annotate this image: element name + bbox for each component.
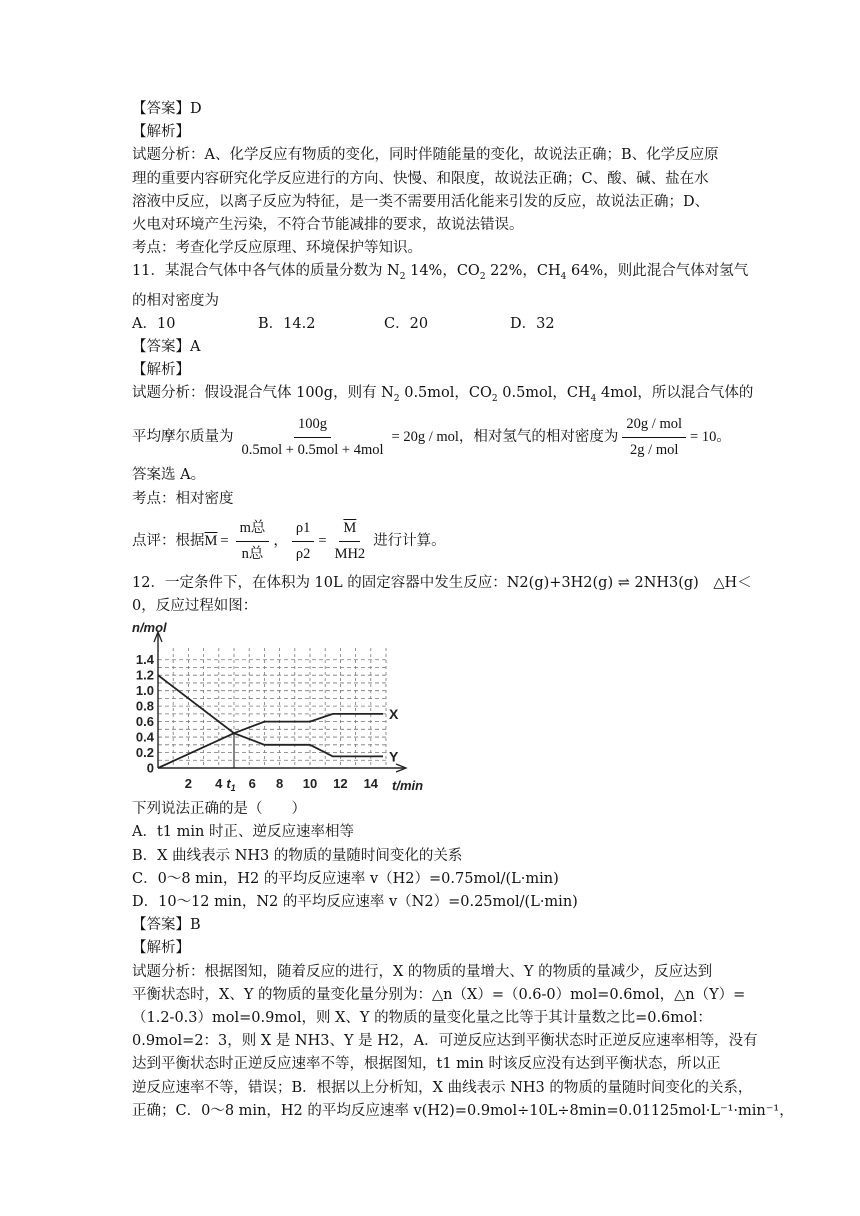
comment-fraction-2a: [292, 517, 315, 566]
q11-option-c: C．20: [384, 315, 429, 332]
reaction-chart: [128, 620, 428, 798]
q10-analysis-line: 火电对环境产生污染，不符合节能减排的要求，故说法错误。: [132, 217, 524, 234]
q10-analysis-line: 试题分析：A、化学反应有物质的变化，同时伴随能量的变化，故说法正确；B、化学反应原: [132, 147, 719, 164]
q10-analysis-tag: 【解析】: [132, 124, 190, 141]
x-tick-label: 8: [275, 776, 284, 792]
rel-end: 。: [716, 429, 731, 446]
rel-denominator: 2g / mol: [630, 442, 679, 459]
q11-option-b: B．14.2: [258, 315, 316, 332]
comment-equals-2: =: [318, 532, 327, 549]
q11-analysis-line: 试题分析：假设混合气体 100g，则有 $N_2$ 0.5mol，$CO_2$ 0.5mol，$CH_4$ 4mol，所以混合气体的: [132, 385, 754, 405]
q12-analysis-tag: 【解析】: [132, 940, 190, 957]
y-tick-label: 0.6: [135, 714, 154, 730]
comment-numerator-2b: $\overline{M}$: [339, 517, 360, 542]
document-page: [132, 98, 794, 1123]
comment-fraction-1: [236, 517, 270, 566]
comment-denominator-2b: MH2: [334, 545, 366, 562]
q10-answer: 【答案】D: [132, 101, 202, 117]
q12-stem: 12．一定条件下，在体积为 10L 的固定容器中发生反应：N2(g)+3H2(g) ⇌ 2NH3(g) △H＜: [132, 574, 752, 591]
q12-analysis-line: 逆反应速率不等，错误；B．根据以上分析知，X 曲线表示 NH3 的物质的量随时间变化的关系，: [132, 1079, 753, 1096]
y-tick-label: 1.2: [135, 667, 154, 683]
q11-option-d: D．32: [510, 315, 555, 332]
series-label-x: X: [388, 706, 399, 723]
x-tick-label: 14: [363, 776, 379, 792]
y-tick-label: 1.4: [135, 652, 154, 668]
comment-sep: ，: [273, 532, 288, 549]
q11-choice: 答案选 A。: [132, 467, 206, 484]
rel-prefix: ，相对氢气的相对密度为: [458, 429, 619, 446]
q12-analysis-line: （1.2-0.3）mol=0.9mol，则 X、Y 的物质的量变化量之比等于其计量数之比=0.6mol：: [132, 1010, 712, 1027]
q12-stem-line2: 0，反应过程如图：: [132, 598, 258, 615]
q11-options: [132, 313, 732, 336]
rel-density-fraction: [622, 413, 686, 462]
q10-analysis-line: 理的重要内容研究化学反应进行的方向、快慢、和限度，故说法正确；C、酸、碱、盐在水: [132, 170, 709, 187]
comment-numerator-2a: ρ1: [292, 517, 315, 542]
q12-analysis-line: 平衡状态时，X、Y 的物质的量变化量分别为：△n（X）=（0.6-0）mol=0.6mol，△n（Y）=: [132, 986, 746, 1003]
y-tick-label: 1.0: [135, 683, 154, 699]
x-axis-label: t/min: [392, 778, 424, 794]
q11-comment: [132, 517, 732, 566]
y-axis-label: n/mol: [132, 620, 167, 636]
comment-suffix: 进行计算。: [373, 532, 446, 549]
x-tick-label: 10: [302, 776, 318, 792]
x-tick-label: 4: [215, 776, 223, 792]
q11-stem: 11．某混合气体中各气体的质量分数为 $N_2$ 14%，$CO_2$ 22%，$CH_4$ 64%，则此混合气体对氢气: [132, 263, 749, 283]
x-tick-label: 2: [184, 776, 193, 792]
q10-point: 考点：考查化学反应原理、环境保护等知识。: [132, 240, 422, 257]
x-tick-label: $t_1$: [226, 776, 236, 794]
series-line-y: [158, 675, 383, 756]
comment-numerator-1: m总: [236, 517, 270, 542]
comment-equals: =: [220, 532, 229, 549]
q12-question: 下列说法正确的是（ ）: [132, 801, 306, 818]
q12-option-a: A．t1 min 时正、逆反应速率相等: [132, 824, 354, 841]
q11-point: 考点：相对密度: [132, 490, 234, 507]
avg-denominator: 0.5mol + 0.5mol + 4mol: [241, 442, 384, 459]
q11-analysis-tag: 【解析】: [132, 362, 190, 379]
comment-prefix: 点评：根据: [132, 532, 205, 549]
rel-numerator: 20g / mol: [622, 413, 686, 438]
q12-option-c: C．0～8 min，H2 的平均反应速率 v（H2）=0.75mol/(L·min): [132, 870, 559, 887]
y-tick-label: 0: [146, 760, 154, 776]
y-tick-label: 0.4: [135, 729, 154, 745]
q12-analysis-line: 试题分析：根据图知，随着反应的进行，X 的物质的量增大、Y 的物质的量减少，反应达到: [132, 963, 713, 980]
q11-formula-line: [132, 413, 732, 462]
series-label-y: Y: [388, 748, 399, 765]
q10-analysis-line: 溶液中反应，以离子反应为特征，是一类不需要用活化能来引发的反应，故说法正确；D、: [132, 193, 710, 210]
comment-denominator-2a: ρ2: [295, 545, 311, 562]
avg-mass-fraction: [238, 413, 388, 462]
q12-analysis-line: 0.9mol=2：3，则 X 是 NH3、Y 是 H2，A．可逆反应达到平衡状态时正逆反应速率相等，没有: [132, 1033, 758, 1050]
comment-fraction-2b: [331, 517, 370, 566]
q12-answer: 【答案】B: [132, 917, 201, 934]
y-tick-label: 0.2: [135, 745, 154, 761]
avg-prefix: 平均摩尔质量为: [132, 429, 234, 446]
y-tick-label: 0.8: [135, 698, 154, 714]
q11-answer: 【答案】A: [132, 338, 201, 355]
q12-option-b: B．X 曲线表示 NH3 的物质的量随时间变化的关系: [132, 847, 463, 864]
q12-analysis-line: 达到平衡状态时正逆反应速率不等，根据图知，t1 min 时该反应没有达到平衡状态，所以正: [132, 1056, 721, 1073]
rel-result: = 10: [690, 429, 717, 446]
comment-m-bar: $\overline{M}$: [204, 532, 218, 549]
q11-option-a: A．10: [132, 315, 176, 332]
x-tick-label: 12: [333, 776, 348, 792]
x-tick-label: 6: [248, 776, 256, 792]
q11-stem-line2: 的相对密度为: [132, 292, 219, 309]
avg-result: = 20g / mol: [391, 429, 459, 446]
q12-option-d: D．10～12 min，N2 的平均反应速率 v（N2）=0.25mol/(L·min): [132, 894, 578, 911]
comment-denominator-1: n总: [241, 545, 264, 562]
avg-numerator: 100g: [294, 413, 331, 438]
q12-analysis-line: 正确；C．0～8 min，H2 的平均反应速率 v(H2)=0.9mol÷10L÷8min=0.01125mol·L⁻¹·min⁻¹，: [132, 1102, 794, 1119]
